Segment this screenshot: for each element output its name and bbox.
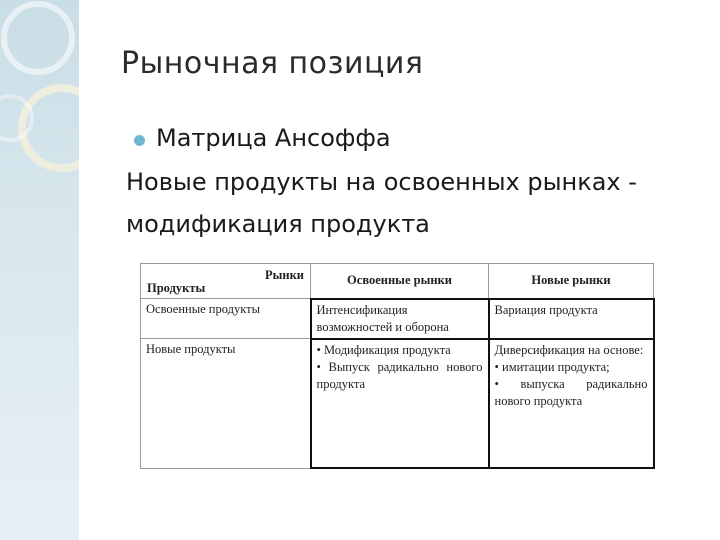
bullet-icon — [134, 135, 145, 146]
row-label-new-products: Новые продукты — [141, 339, 311, 469]
list-item: Диверсификация на основе: — [494, 342, 644, 357]
cell-diversification — [489, 339, 654, 469]
body-line-2: модификация продукта — [126, 210, 430, 238]
list-item: • имитации продукта; — [494, 359, 610, 374]
bullet-text: Матрица Ансоффа — [156, 124, 391, 152]
corner-markets-label: Рынки — [264, 268, 304, 282]
cell-modification — [311, 339, 489, 469]
list-item: • Выпуск радикально нового продукта — [316, 359, 483, 391]
body-line-1: Новые продукты на освоенных рынках - — [126, 168, 637, 196]
corner-products-label: Продукты — [147, 281, 206, 295]
cell-intensification: Интенсификация возможностей и оборона — [311, 299, 489, 339]
col-header-existing-markets: Освоенные рынки — [311, 264, 489, 299]
col-header-new-markets: Новые рынки — [489, 264, 654, 299]
slide-title: Рыночная позиция — [121, 46, 424, 81]
decorative-sidebar — [0, 0, 79, 540]
decorative-circles — [0, 0, 79, 540]
cell-product-variation: Вариация продукта — [489, 299, 654, 339]
ansoff-matrix-table — [140, 263, 653, 469]
corner-header-cell — [141, 264, 311, 299]
list-item: • Модификация продукта — [316, 342, 451, 357]
row-label-existing-products: Освоенные продукты — [141, 299, 311, 339]
list-item: • выпуска радикально нового продукта — [494, 376, 648, 408]
